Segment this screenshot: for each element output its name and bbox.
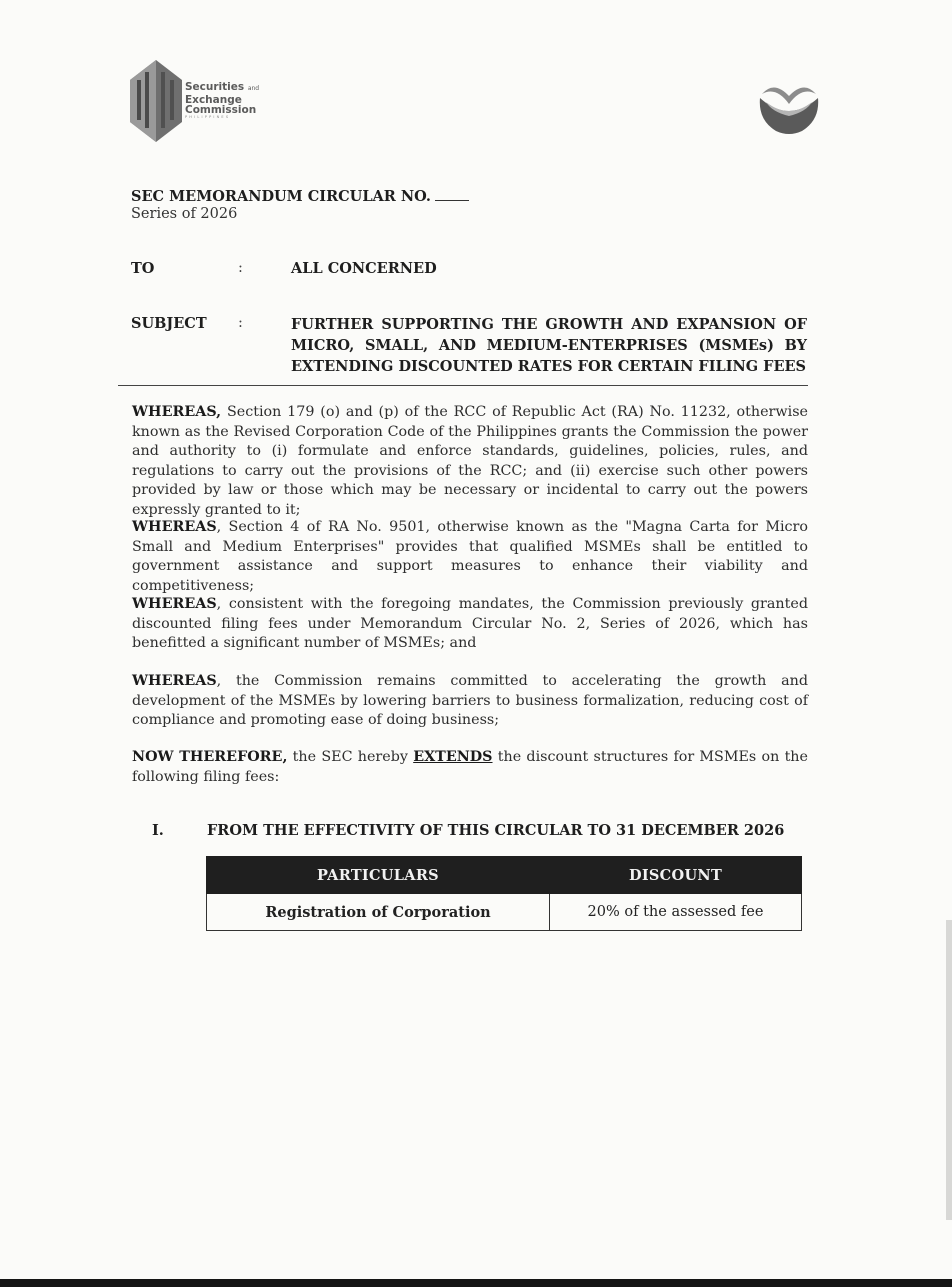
to-label: TO — [131, 260, 155, 277]
circular-title: SEC MEMORANDUM CIRCULAR NO. — [131, 188, 469, 205]
whereas-paragraph-3: WHEREAS, consistent with the foregoing mandates, the Commission previously granted discounted filing fees under Memorandum Circular No. 2, Series of 2026, which has benefitted a significant number of MSMEs; and — [132, 596, 808, 651]
circular-series: Series of 2026 — [131, 206, 238, 222]
now-therefore-paragraph: NOW THEREFORE, the SEC hereby EXTENDS the discount structures for MSMEs on the following filing fees: — [132, 749, 808, 785]
sec-logo-wordmark: Securities and Exchange Commission — [185, 81, 260, 116]
extends-keyword: EXTENDS — [413, 749, 493, 765]
table-header-row — [207, 857, 802, 894]
discount-table — [206, 856, 802, 931]
section-number: I. — [152, 822, 164, 839]
discount-cell: 20% of the assessed fee — [550, 894, 802, 931]
scan-bottom-edge — [0, 1279, 952, 1287]
subject-colon: : — [238, 315, 243, 331]
whereas-paragraph-4: WHEREAS, the Commission remains committed to accelerating the growth and development of the MSMEs by lowering barriers to business formalization, reducing cost of compliance and promoting ease of doing business; — [132, 673, 808, 728]
whereas-paragraph-1: WHEREAS, Section 179 (o) and (p) of the RCC of Republic Act (RA) No. 11232, otherwise known as the Revised Corporation Code of the Philippines grants the Commission the power and authority to (i) formulate and enforce standards, guidelines, policies, rules, and regulations to carry out the provisions of the RCC; and (ii) exercise such other powers provided by law or those which may be necessary or incidental to carry out the powers expressly granted to it; — [132, 404, 808, 518]
whereas-paragraph-2: WHEREAS, Section 4 of RA No. 9501, otherwise known as the "Magna Carta for Micro Small and Medium Enterprises" provides that qualified MSMEs shall be entitled to government assistance and support measures to enhance their viability and competitiveness; — [132, 519, 808, 594]
column-header-discount: DISCOUNT — [550, 857, 802, 894]
section-title: FROM THE EFFECTIVITY OF THIS CIRCULAR TO 31 DECEMBER 2026 — [207, 822, 785, 839]
subject-value: FURTHER SUPPORTING THE GROWTH AND EXPANSION OF MICRO, SMALL, AND MEDIUM-ENTERPRISES (MSMEs) BY EXTENDING DISCOUNTED RATES FOR CERTAIN FILING FEES — [291, 316, 807, 375]
table-row — [207, 894, 802, 931]
header-divider — [118, 385, 808, 386]
sec-logo — [128, 58, 268, 144]
bagong-pilipinas-seal-icon — [756, 76, 822, 136]
sec-logo-icon — [128, 58, 184, 144]
column-header-particulars: PARTICULARS — [207, 857, 550, 894]
subject-label: SUBJECT — [131, 315, 207, 332]
sec-logo-subtext: PHILIPPINES — [185, 115, 231, 119]
to-value: ALL CONCERNED — [291, 260, 437, 277]
to-colon: : — [238, 260, 243, 276]
circular-number-blank — [435, 188, 469, 201]
particular-cell: Registration of Corporation — [207, 894, 550, 931]
scan-edge-shadow — [946, 920, 952, 1220]
